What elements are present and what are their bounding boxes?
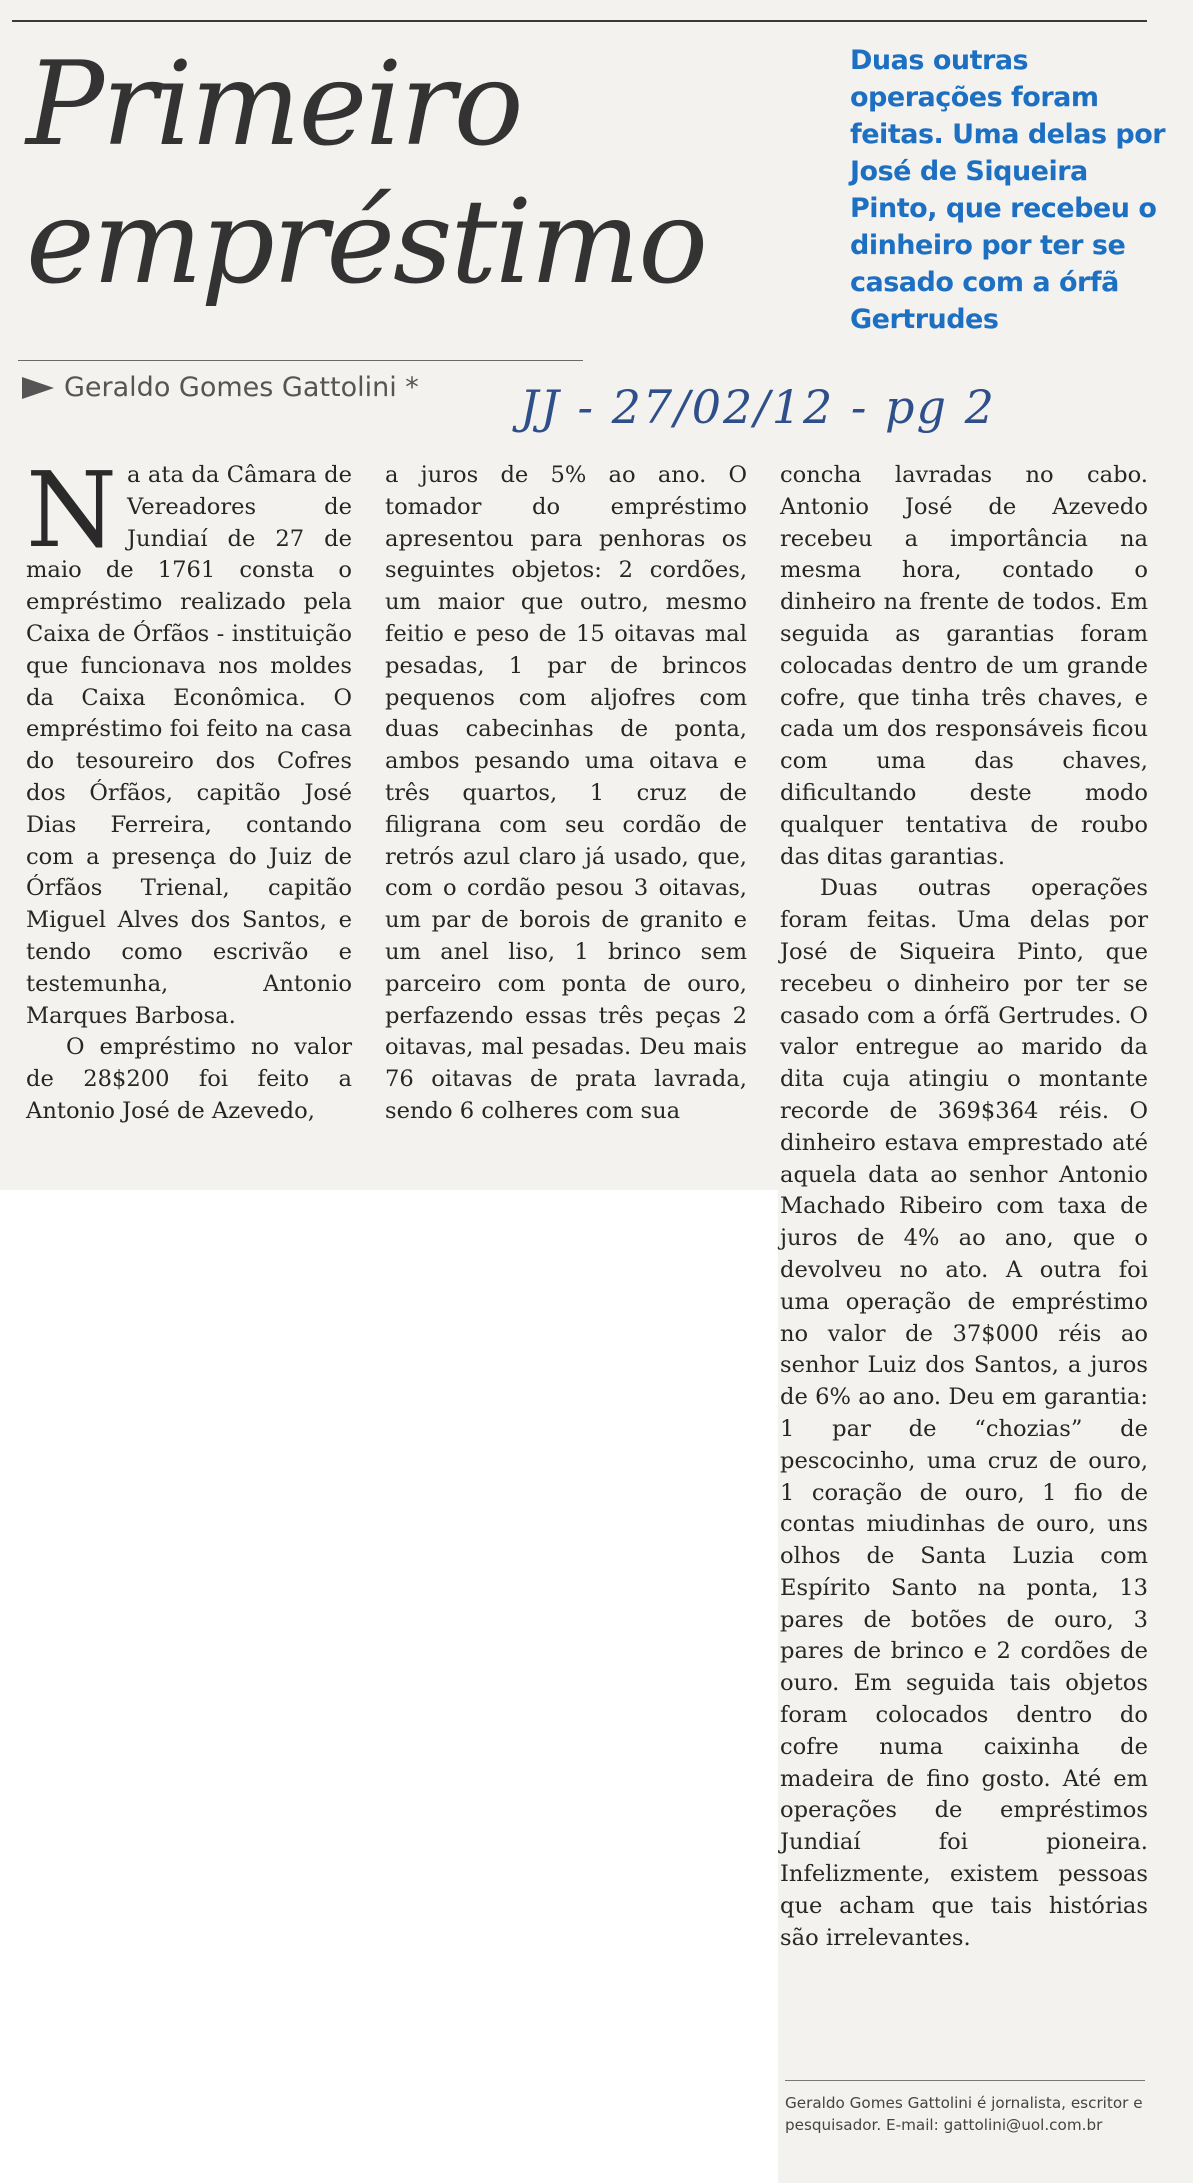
paragraph-text: a ata da Câmara de Vereadores de Jundiaí de 27 de maio de 1761 consta o empréstimo realizado pela Caixa de Órfãos - instituição que funcionava nos moldes da Caixa Econômica. O empréstimo foi feito na casa do tesoureiro dos Cofres dos Órfãos, capitão José Dias Ferreira, contando com a presença do Juiz de Órfãos Trienal, capitão Miguel Alves dos Santos, e tendo como escrivão e testemunha, Antonio Marques Barbosa. <box>26 462 352 1029</box>
headline-line1: Primeiro <box>26 37 522 172</box>
article-column-2 <box>385 460 747 1128</box>
byline-rule <box>18 360 583 361</box>
author-footnote: Geraldo Gomes Gattolini é jornalista, escritor e pesquisador. E-mail: gattolini@uol.com.br <box>785 2094 1143 2134</box>
handwritten-annotation: JJ - 27/02/12 - pg 2 <box>520 380 996 434</box>
paragraph: concha lavradas no cabo. Antonio José de Azevedo recebeu a importância na mesma hora, contado o dinheiro na frente de todos. Em seguida as garantias foram colocadas dentro de um grande cofre, que tinha três chaves, e cada um dos responsáveis ficou com uma das chaves, dificultando deste modo qualquer tentativa de roubo das ditas garantias. <box>780 462 1148 870</box>
headline <box>26 36 806 312</box>
dropcap: N <box>26 449 117 571</box>
arrow-icon <box>22 377 54 399</box>
paragraph: O empréstimo no valor de 28$200 foi feito a Antonio José de Azevedo, <box>26 1034 352 1124</box>
paragraph <box>26 449 352 1032</box>
deck-highlight: Duas outras operações foram feitas. Uma delas por José de Siqueira Pinto, que recebeu o dinheiro por ter se casado com a órfã Gertrudes <box>850 45 1166 335</box>
article-column-1 <box>26 449 352 1128</box>
byline-author: Geraldo Gomes Gattolini * <box>64 372 419 403</box>
paragraph: Duas outras operações foram feitas. Uma delas por José de Siqueira Pinto, que recebeu o dinheiro por ter se casado com a órfã Gertrudes. O valor entregue ao marido da dita cuja atingiu o montante recorde de 369$364 réis. O dinheiro estava emprestado até aquela data ao senhor Antonio Machado Ribeiro com taxa de juros de 4% ao ano, que o devolveu no ato. A outra foi uma operação de empréstimo no valor de 37$000 réis ao senhor Luiz dos Santos, a juros de 6% ao ano. Deu em garantia: 1 par de “chozias” de pescocinho, uma cruz de ouro, 1 coração de ouro, 1 fio de contas miudinhas de ouro, uns olhos de Santa Luzia com Espírito Santo na ponta, 13 pares de botões de ouro, 3 pares de brinco e 2 cordões de ouro. Em seguida tais objetos foram colocados dentro do cofre numa caixinha de madeira de fino gosto. Até em operações de empréstimos Jundiaí foi pioneira. Infelizmente, existem pessoas que acham que tais histórias são irrelevantes. <box>780 875 1148 1951</box>
article-column-3 <box>780 460 1148 1954</box>
footnote-rule <box>785 2080 1145 2081</box>
headline-line2: empréstimo <box>26 175 707 310</box>
paragraph: a juros de 5% ao ano. O tomador do empréstimo apresentou para penhoras os seguintes objetos: 2 cordões, um maior que outro, mesmo feitio e peso de 15 oitavas mal pesadas, 1 par de brincos pequenos com aljofres com duas cabecinhas de ponta, ambos pesando uma oitava e três quartos, 1 cruz de filigrana com seu cordão de retrós azul claro já usado, que, com o cordão pesou 3 oitavas, um par de borois de granito e um anel liso, 1 brinco sem parceiro com ponta de ouro, perfazendo essas três peças 2 oitavas, mal pesadas. Deu mais 76 oitavas de prata lavrada, sendo 6 colheres com sua <box>385 462 747 1124</box>
top-rule <box>12 20 1147 22</box>
